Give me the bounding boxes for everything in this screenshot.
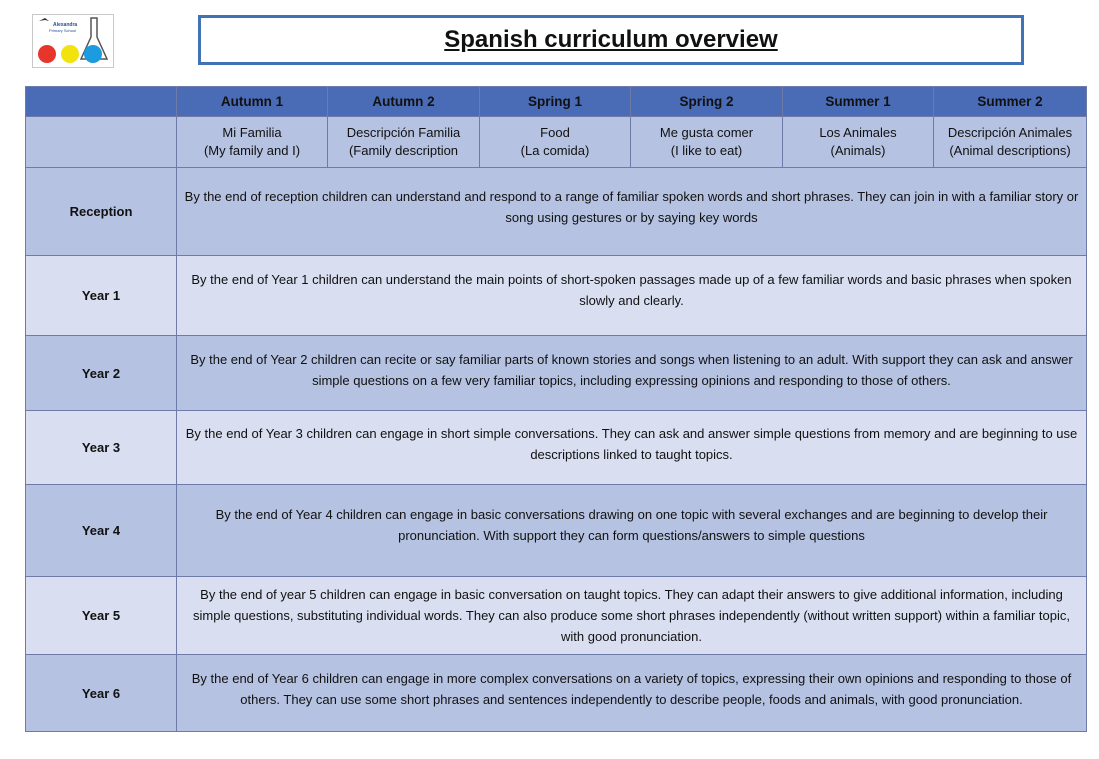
- year-description: By the end of Year 4 children can engage in basic conversations drawing on one topic with several exchanges and are beginning to develop their pronunciation. With support they can form questions/answers to simple questions: [177, 485, 1087, 577]
- year-description: By the end of Year 3 children can engage in short simple conversations. They can ask and answer simple questions from memory and are beginning to use descriptions linked to taught topics.: [177, 411, 1087, 485]
- title-box: [198, 15, 1024, 65]
- logo-school-name-2: Primary School: [49, 28, 77, 33]
- term-header: Autumn 1: [177, 87, 328, 117]
- term-header-row: [26, 87, 1087, 117]
- topic-cell: [934, 117, 1087, 168]
- topic-row: [26, 117, 1087, 168]
- topic-spanish: Descripción Familia: [346, 125, 461, 140]
- topic-corner-cell: [26, 117, 177, 168]
- logo-circle-blue: [84, 45, 102, 63]
- topic-english: (Animal descriptions): [949, 143, 1071, 158]
- topic-cell: [480, 117, 631, 168]
- year-row-6: [26, 655, 1087, 732]
- year-description: By the end of reception children can understand and respond to a range of familiar spoken words and short phrases. They can join in with a familiar story or song using gestures or by saying key words: [177, 168, 1087, 256]
- year-row-5: [26, 577, 1087, 655]
- year-row-4: [26, 485, 1087, 577]
- logo-circle-red: [38, 45, 56, 63]
- year-row-3: [26, 411, 1087, 485]
- year-label: Year 6: [26, 655, 177, 732]
- term-header: Autumn 2: [328, 87, 480, 117]
- term-header: Summer 1: [783, 87, 934, 117]
- term-header: Summer 2: [934, 87, 1087, 117]
- logo-school-name: Alexandra: [53, 22, 78, 28]
- topic-english: (I like to eat): [670, 143, 743, 158]
- school-logo: [32, 14, 114, 68]
- topic-spanish: Los Animales: [819, 125, 897, 140]
- topic-cell: [177, 117, 328, 168]
- year-description: By the end of Year 6 children can engage in more complex conversations on a variety of topics, expressing their own opinions and responding to those of others. They can use some short phrases and sentences independently to describe people, foods and animals, with good pronunciation.: [177, 655, 1087, 732]
- topic-english: (Animals): [830, 143, 886, 158]
- year-description: By the end of Year 2 children can recite or say familiar parts of known stories and songs when listening to an adult. With support they can ask and answer simple questions on a few very familiar topics, including expressing opinions and responding to those of others.: [177, 336, 1087, 411]
- topic-spanish: Me gusta comer: [659, 125, 754, 140]
- curriculum-table: [25, 86, 1087, 732]
- topic-cell: [631, 117, 783, 168]
- school-logo-graphic: [33, 15, 113, 67]
- topic-spanish: Descripción Animales: [947, 125, 1073, 140]
- term-header: Spring 2: [631, 87, 783, 117]
- topic-spanish: Food: [540, 125, 570, 140]
- year-label: Year 2: [26, 336, 177, 411]
- year-description: By the end of Year 1 children can understand the main points of short-spoken passages made up of a few familiar words and basic phrases when spoken slowly and clearly.: [177, 256, 1087, 336]
- bird-icon: [39, 18, 49, 21]
- year-description: By the end of year 5 children can engage in basic conversation on taught topics. They can adapt their answers to give additional information, including simple questions, substituting individual words. They can also produce some short phrases independently (without written support) within a familiar topic, with good pronunciation.: [177, 577, 1087, 655]
- topic-cell: [328, 117, 480, 168]
- year-row-2: [26, 336, 1087, 411]
- year-label: Reception: [26, 168, 177, 256]
- logo-circle-yellow: [61, 45, 79, 63]
- year-row-reception: [26, 168, 1087, 256]
- year-label: Year 3: [26, 411, 177, 485]
- topic-spanish: Mi Familia: [222, 125, 282, 140]
- header-corner-cell: [26, 87, 177, 117]
- year-label: Year 5: [26, 577, 177, 655]
- topic-english: (My family and I): [203, 143, 301, 158]
- term-header: Spring 1: [480, 87, 631, 117]
- topic-english: (Family description: [348, 143, 459, 158]
- topic-cell: [783, 117, 934, 168]
- topic-english: (La comida): [520, 143, 590, 158]
- page-title: Spanish curriculum overview: [444, 26, 778, 53]
- year-label: Year 4: [26, 485, 177, 577]
- year-label: Year 1: [26, 256, 177, 336]
- year-row-1: [26, 256, 1087, 336]
